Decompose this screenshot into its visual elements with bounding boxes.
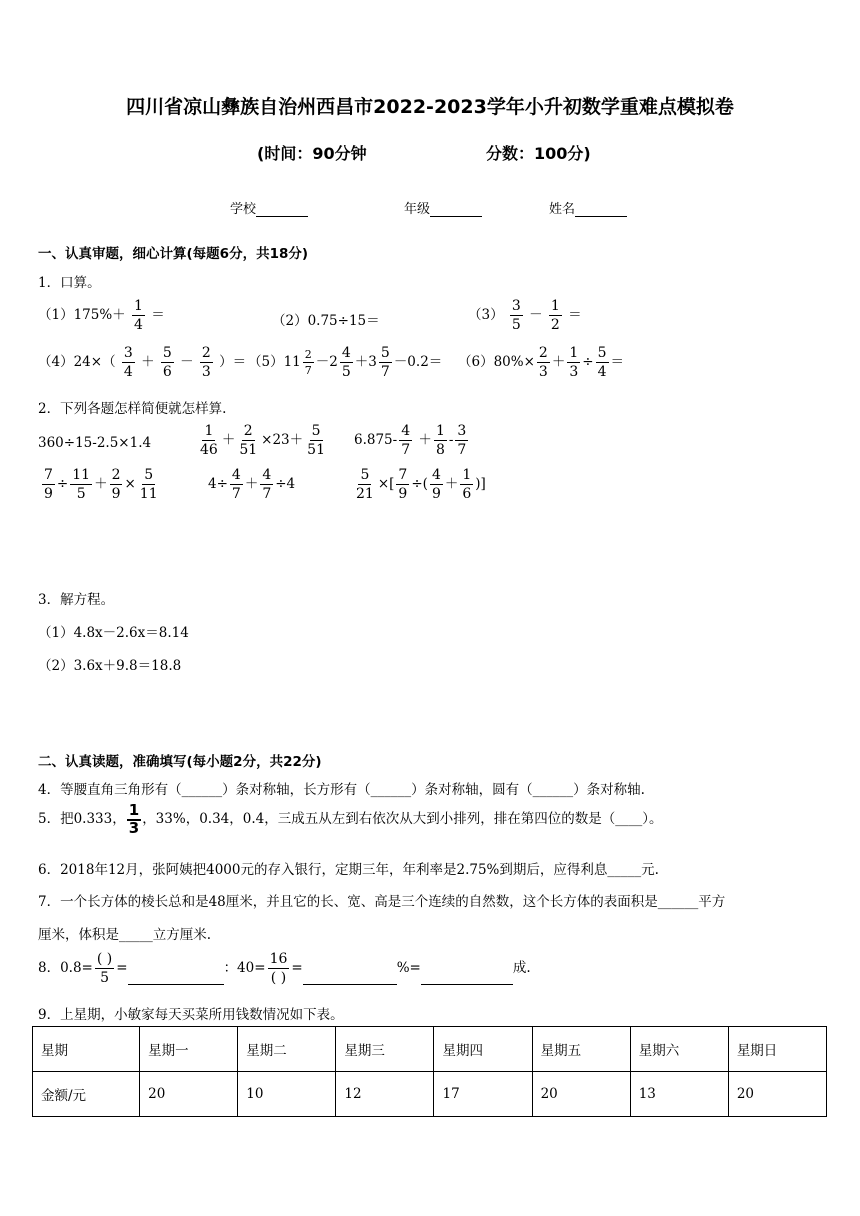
question-2-title: 2．下列各题怎样简便就怎样算. bbox=[38, 401, 227, 417]
fraction: $\frac{3}{4}$ bbox=[123, 345, 133, 380]
table-row bbox=[33, 1072, 827, 1117]
name-field bbox=[549, 198, 627, 217]
q8-blank-2[interactable] bbox=[303, 970, 397, 985]
exam-time: (时间：90分钟 bbox=[257, 144, 367, 163]
fraction: $\frac{11}{5}$ bbox=[72, 467, 91, 502]
school-field bbox=[230, 198, 308, 217]
fraction: $\frac{4}{7}$ bbox=[401, 423, 411, 458]
table-header-row bbox=[33, 1027, 827, 1072]
grade-field bbox=[404, 198, 482, 217]
fraction: $\frac{5}{4}$ bbox=[597, 345, 607, 380]
table-cell: 20 bbox=[140, 1072, 238, 1117]
school-label: 学校 bbox=[230, 202, 257, 217]
q1-item-2: （2）0.75÷15＝ bbox=[272, 313, 380, 329]
grade-label: 年级 bbox=[404, 202, 431, 217]
fraction: $\frac{1}{4}$ bbox=[133, 298, 143, 333]
fraction: $\frac{4}{7}$ bbox=[231, 467, 241, 502]
table-cell: 金额/元 bbox=[33, 1072, 140, 1117]
table-cell: 星期二 bbox=[238, 1027, 336, 1072]
question-8: 8．0.8= $\frac{( )}{5}$ = ：40= $\frac{16}{( )}$ = %= 成. bbox=[38, 951, 531, 986]
fraction: $\frac{2}{3}$ bbox=[538, 345, 548, 380]
q8-blank-1[interactable] bbox=[128, 970, 224, 985]
question-3-title: 3．解方程。 bbox=[38, 592, 115, 608]
table-cell: 星期三 bbox=[336, 1027, 434, 1072]
name-blank[interactable] bbox=[575, 202, 627, 217]
q1-item-6: （6）80%× $\frac{2}{3}$ ＋ $\frac{1}{3}$ ÷ $\frac{5}{4}$ ＝ bbox=[458, 345, 624, 380]
q8-blank-3[interactable] bbox=[421, 970, 513, 985]
q1-item-1: （1）175%＋ $\frac{1}{4}$ ＝ bbox=[38, 298, 165, 333]
q1-item-5: （5）11 $\frac{2}{7}$ －2 $\frac{4}{5}$ ＋3 $\frac{5}{7}$ －0.2＝ bbox=[248, 345, 443, 380]
question-7-line-1: 7．一个长方体的棱长总和是48厘米，并且它的长、宽、高是三个连续的自然数，这个长方体的表面积是______平方 bbox=[38, 894, 726, 910]
fraction: $\frac{( )}{5}$ bbox=[96, 951, 113, 986]
q2-expr-5: 4÷ $\frac{4}{7}$ ＋ $\frac{4}{7}$ ÷4 bbox=[208, 467, 296, 502]
equation-1: （1）4.8x－2.6x＝8.14 bbox=[38, 625, 189, 641]
fraction: $\frac{5}{51}$ bbox=[307, 423, 325, 458]
table-cell: 星期 bbox=[33, 1027, 140, 1072]
fraction: $\frac{1}{2}$ bbox=[550, 298, 560, 333]
fraction: $\frac{4}{5}$ bbox=[341, 345, 351, 380]
table-cell: 星期六 bbox=[630, 1027, 728, 1072]
table-cell: 12 bbox=[336, 1072, 434, 1117]
fraction: $\frac{2}{9}$ bbox=[111, 467, 121, 502]
fraction: $\frac{4}{7}$ bbox=[262, 467, 272, 502]
fraction: $\frac{2}{3}$ bbox=[201, 345, 211, 380]
fraction: $\frac{5}{21}$ bbox=[356, 467, 374, 502]
table-cell: 20 bbox=[728, 1072, 826, 1117]
table-cell: 13 bbox=[630, 1072, 728, 1117]
q2-expr-4: $\frac{7}{9}$ ÷ $\frac{11}{5}$ ＋ $\frac{2}{9}$ × $\frac{5}{11}$ bbox=[44, 467, 158, 502]
fraction: $\frac{1}{6}$ bbox=[462, 467, 472, 502]
section-2-heading: 二、认真读题，准确填写(每小题2分，共22分) bbox=[38, 754, 322, 770]
q1-item-3: （3） $\frac{3}{5}$ － $\frac{1}{2}$ ＝ bbox=[468, 298, 582, 333]
fraction: $\frac{3}{5}$ bbox=[511, 298, 521, 333]
grade-blank[interactable] bbox=[430, 202, 482, 217]
question-5: 5．把0.333， $\frac{1}{3}$ ，33%，0.34，0.4，三成五从左到右依次从大到小排列，排在第四位的数是（____）。 bbox=[38, 801, 663, 837]
equation-2: （2）3.6x＋9.8＝18.8 bbox=[38, 658, 182, 674]
spending-table bbox=[32, 1026, 827, 1117]
question-6: 6．2018年12月，张阿姨把4000元的存入银行，定期三年，年利率是2.75%到期后，应得利息_____元. bbox=[38, 862, 659, 878]
fraction: $\frac{5}{6}$ bbox=[162, 345, 172, 380]
fraction: $\frac{16}{( )}$ bbox=[269, 951, 288, 986]
exam-score: 分数：100分) bbox=[486, 144, 591, 163]
table-cell: 星期日 bbox=[728, 1027, 826, 1072]
fraction: $\frac{1}{8}$ bbox=[435, 423, 445, 458]
table-cell: 星期四 bbox=[434, 1027, 532, 1072]
fraction: $\frac{7}{9}$ bbox=[44, 467, 53, 502]
bold-fraction: $\frac{1}{3}$ bbox=[128, 801, 140, 837]
question-1-title: 1．口算。 bbox=[38, 275, 101, 291]
fraction: $\frac{5}{7}$ bbox=[380, 345, 390, 380]
q2-expr-6: $\frac{5}{21}$ ×[ $\frac{7}{9}$ ÷( $\frac{4}{9}$ ＋ $\frac{1}{6}$ )] bbox=[356, 467, 486, 502]
school-blank[interactable] bbox=[256, 202, 308, 217]
q1-item-4: （4）24×（ $\frac{3}{4}$ ＋ $\frac{5}{6}$ － $\frac{2}{3}$ ）＝ bbox=[38, 345, 247, 380]
section-1-heading: 一、认真审题，细心计算(每题6分，共18分) bbox=[38, 246, 309, 262]
table-cell: 星期一 bbox=[140, 1027, 238, 1072]
fraction: $\frac{3}{7}$ bbox=[457, 423, 467, 458]
fraction: $\frac{2}{51}$ bbox=[239, 423, 258, 458]
table-cell: 17 bbox=[434, 1072, 532, 1117]
page-title: 四川省凉山彝族自治州西昌市2022-2023学年小升初数学重难点模拟卷 bbox=[126, 96, 734, 118]
fraction: $\frac{1}{3}$ bbox=[569, 345, 579, 380]
q2-expr-3: 6.875- $\frac{4}{7}$ ＋ $\frac{1}{8}$ - $\frac{3}{7}$ bbox=[354, 423, 467, 458]
question-4: 4．等腰直角三角形有（______）条对称轴，长方形有（______）条对称轴，圆有（______）条对称轴. bbox=[38, 782, 645, 798]
fraction: $\frac{7}{9}$ bbox=[398, 467, 408, 502]
question-7-line-2: 厘米，体积是_____立方厘米. bbox=[38, 927, 212, 943]
fraction: $\frac{5}{11}$ bbox=[139, 467, 158, 502]
table-cell: 20 bbox=[532, 1072, 630, 1117]
question-9: 9．上星期，小敏家每天买菜所用钱数情况如下表。 bbox=[38, 1007, 344, 1023]
q2-expr-1: 360÷15-2.5×1.4 bbox=[38, 435, 152, 451]
fraction: $\frac{1}{46}$ bbox=[200, 423, 218, 458]
name-label: 姓名 bbox=[549, 202, 576, 217]
fraction: $\frac{4}{9}$ bbox=[431, 467, 441, 502]
fraction: $\frac{2}{7}$ bbox=[304, 348, 312, 377]
q2-expr-2: $\frac{1}{46}$ ＋ $\frac{2}{51}$ ×23＋ $\frac{5}{51}$ bbox=[200, 423, 325, 458]
table-cell: 星期五 bbox=[532, 1027, 630, 1072]
table-cell: 10 bbox=[238, 1072, 336, 1117]
